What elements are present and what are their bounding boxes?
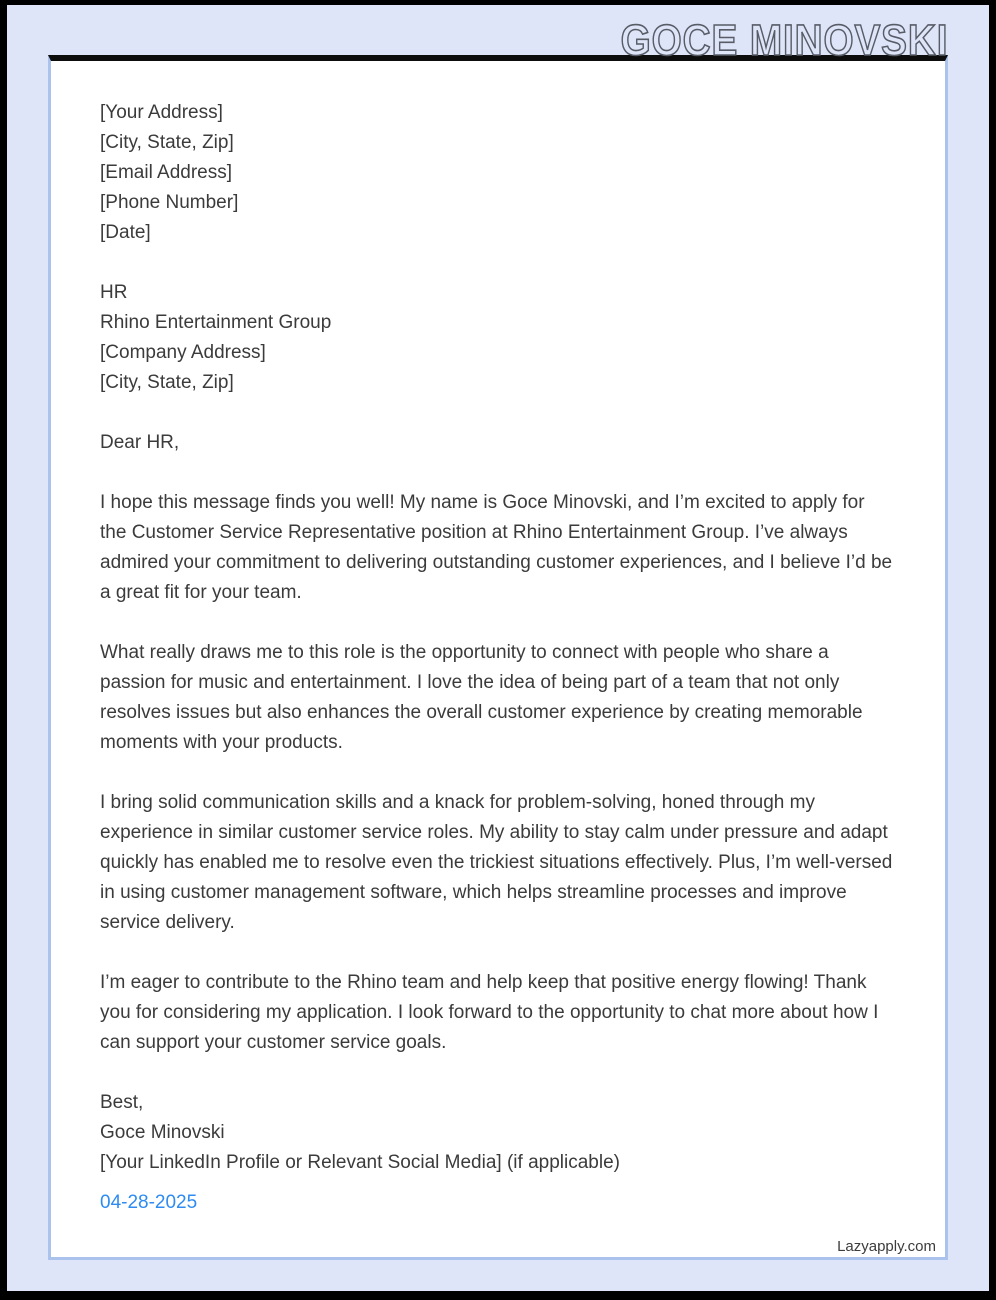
salutation: Dear HR, (100, 432, 180, 453)
sender-email-line: [Email Address] (100, 162, 232, 183)
sender-date-line: [Date] (100, 222, 151, 243)
page-header (7, 5, 989, 65)
paragraph-intro: I hope this message finds you well! My name is Goce Minovski, and I’m excited to apply for the Customer Service Representative position at Rhino Entertainment Group. I’ve always admired your commitment to delivering outstanding customer experiences, and I believe I’d be a great fit for your team. (100, 492, 893, 603)
recipient-company-line: Rhino Entertainment Group (100, 312, 332, 333)
sender-address-block (100, 98, 896, 248)
sender-phone-line: [Phone Number] (100, 192, 239, 213)
paragraph-closing: I’m eager to contribute to the Rhino team and help keep that positive energy flowing! Thank you for considering my application. I look forward to the opportunity to chat more about how I can support your customer service goals. (100, 972, 879, 1053)
paragraph-motivation: What really draws me to this role is the opportunity to connect with people who share a passion for music and entertainment. I love the idea of being part of a team that not only resolves issues but also enhances the overall customer experience by creating memorable moments with your products. (100, 642, 863, 753)
sender-city-line: [City, State, Zip] (100, 132, 234, 153)
lazyapply-watermark: Lazyapply.com (837, 1238, 936, 1255)
cover-letter-document (48, 55, 948, 1260)
recipient-address-line: [Company Address] (100, 342, 266, 363)
sender-address-line: [Your Address] (100, 102, 223, 123)
signature-social-line: [Your LinkedIn Profile or Relevant Social Media] (if applicable) (100, 1152, 620, 1173)
recipient-name-line: HR (100, 282, 128, 303)
recipient-address-block (100, 278, 896, 398)
recipient-city-line: [City, State, Zip] (100, 372, 234, 393)
candidate-name-heading: GOCE MINOVSKI (620, 16, 948, 65)
letter-date: 04-28-2025 (100, 1192, 198, 1213)
paragraph-skills: I bring solid communication skills and a knack for problem-solving, honed through my experience in similar customer service roles. My ability to stay calm under pressure and adapt quickly has enabled me to resolve even the trickiest situations effectively. Plus, I’m well-versed in using customer management software, which helps streamline processes and improve service delivery. (100, 792, 893, 933)
signature-block (100, 1088, 896, 1178)
signature-name-line: Goce Minovski (100, 1122, 225, 1143)
signoff-line: Best, (100, 1092, 144, 1113)
